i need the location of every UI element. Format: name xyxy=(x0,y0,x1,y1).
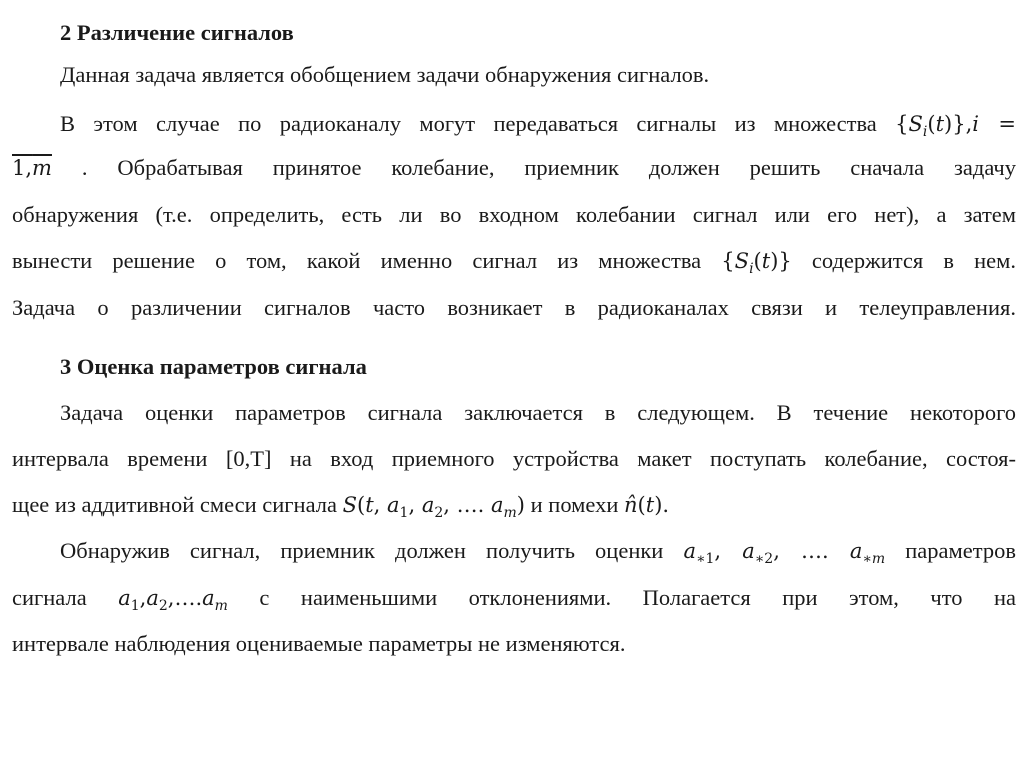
math-fragment: 1 xyxy=(399,505,409,521)
math-fragment: n̂ xyxy=(624,493,638,517)
math-fragment: , xyxy=(408,493,422,517)
math-fragment: ∗2 xyxy=(754,551,774,567)
math-fragment: t xyxy=(761,249,771,273)
math-fragment: ( xyxy=(637,493,646,517)
math-fragment: a xyxy=(146,586,159,610)
math-fragment: ). xyxy=(654,493,670,517)
math-fragment: t xyxy=(365,493,374,517)
text-line xyxy=(12,200,1016,230)
math-fragment: , …. xyxy=(443,493,491,517)
section-heading xyxy=(60,18,1016,48)
math-fragment: 2 xyxy=(434,505,444,521)
text-fragment: с наименьшими отклонениями. Полагается при этом, что на xyxy=(227,585,1016,610)
text-line xyxy=(12,153,1016,183)
text-fragment: содержится в нем. xyxy=(791,248,1016,273)
math-fragment: t xyxy=(645,493,655,517)
math-fragment: 2 xyxy=(158,598,168,614)
text-line xyxy=(12,490,1016,528)
text-fragment: 3 Оценка параметров сигнала xyxy=(60,354,367,379)
text-line xyxy=(12,583,1016,621)
math-fragment: m xyxy=(214,598,228,614)
math-fragment: a xyxy=(202,586,215,610)
text-fragment: щее из аддитивной смеси сигнала xyxy=(12,492,343,517)
text-fragment: Данная задача является обобщением задачи обнаружения сигналов. xyxy=(60,62,710,87)
math-fragment: i xyxy=(922,124,928,140)
math-fragment: $\overline{m}$ xyxy=(32,156,52,180)
section-heading xyxy=(60,352,1016,382)
text-fragment: параметров xyxy=(885,538,1016,563)
math-fragment: a xyxy=(683,539,696,563)
math-fragment: { xyxy=(721,249,735,273)
text-fragment: и помехи xyxy=(525,492,624,517)
math-fragment: ∗1 xyxy=(695,551,715,567)
text-fragment: В этом случае по радиоканалу могут передаваться сигналы из множества xyxy=(60,111,896,136)
text-line xyxy=(60,398,1016,428)
math-fragment: ( xyxy=(753,249,762,273)
text-line xyxy=(12,293,1016,323)
math-fragment: 1 xyxy=(130,598,140,614)
math-fragment: = xyxy=(979,112,1017,136)
text-line xyxy=(60,60,1016,90)
text-fragment: сигнала xyxy=(12,585,119,610)
text-fragment: Обнаружив сигнал, приемник должен получить оценки xyxy=(60,538,684,563)
math-fragment: , xyxy=(139,586,147,610)
math-fragment: { xyxy=(895,112,909,136)
math-fragment: )} xyxy=(770,249,792,273)
math-fragment: S xyxy=(908,112,923,136)
math-fragment: m xyxy=(503,505,517,521)
math-fragment: a xyxy=(421,493,435,517)
text-fragment: Задача оценки параметров сигнала заключается в следующем. В течение некоторого xyxy=(60,400,1016,425)
text-line xyxy=(12,444,1016,474)
math-fragment: a xyxy=(490,493,504,517)
text-fragment: . Обрабатывая принятое колебание, приемник должен решить сначала задачу xyxy=(51,155,1016,180)
text-fragment: интервале наблюдения оцениваемые параметры не изменяются. xyxy=(12,631,626,656)
math-fragment: )}, xyxy=(944,112,973,136)
text-fragment: вынести решение о том, какой именно сигнал из множества xyxy=(12,248,722,273)
math-fragment: ( xyxy=(927,112,936,136)
text-line xyxy=(60,109,1016,147)
text-line xyxy=(12,629,1016,659)
math-fragment: a xyxy=(118,586,131,610)
math-fragment: , xyxy=(373,493,388,517)
math-fragment: ,…. xyxy=(167,586,203,610)
text-fragment: обнаружения (т.е. определить, есть ли во входном колебании сигнал или его нет), а затем xyxy=(12,202,1016,227)
math-fragment: i xyxy=(749,261,754,277)
text-fragment: интервала времени [0,T] на вход приемного устройства макет поступать колебание, состоя- xyxy=(12,446,1016,471)
math-fragment: a xyxy=(849,539,863,563)
text-line xyxy=(12,246,1016,284)
text-fragment: Задача о различении сигналов часто возникает в радиоканалах связи и телеуправления. xyxy=(12,295,1016,320)
math-fragment: i xyxy=(972,112,979,136)
math-fragment: S xyxy=(342,493,357,517)
math-fragment: a xyxy=(742,539,755,563)
math-fragment: S xyxy=(734,249,750,273)
math-fragment: ) xyxy=(516,493,525,517)
text-line xyxy=(60,536,1016,574)
math-fragment: 1, xyxy=(12,156,33,180)
text-fragment: 2 Различение сигналов xyxy=(60,20,294,45)
math-fragment: a xyxy=(387,493,400,517)
math-fragment: ( xyxy=(357,493,366,517)
math-fragment: , …. xyxy=(773,539,850,563)
math-fragment: ∗m xyxy=(862,551,886,567)
math-fragment: t xyxy=(935,112,945,136)
math-fragment: , xyxy=(714,539,743,563)
